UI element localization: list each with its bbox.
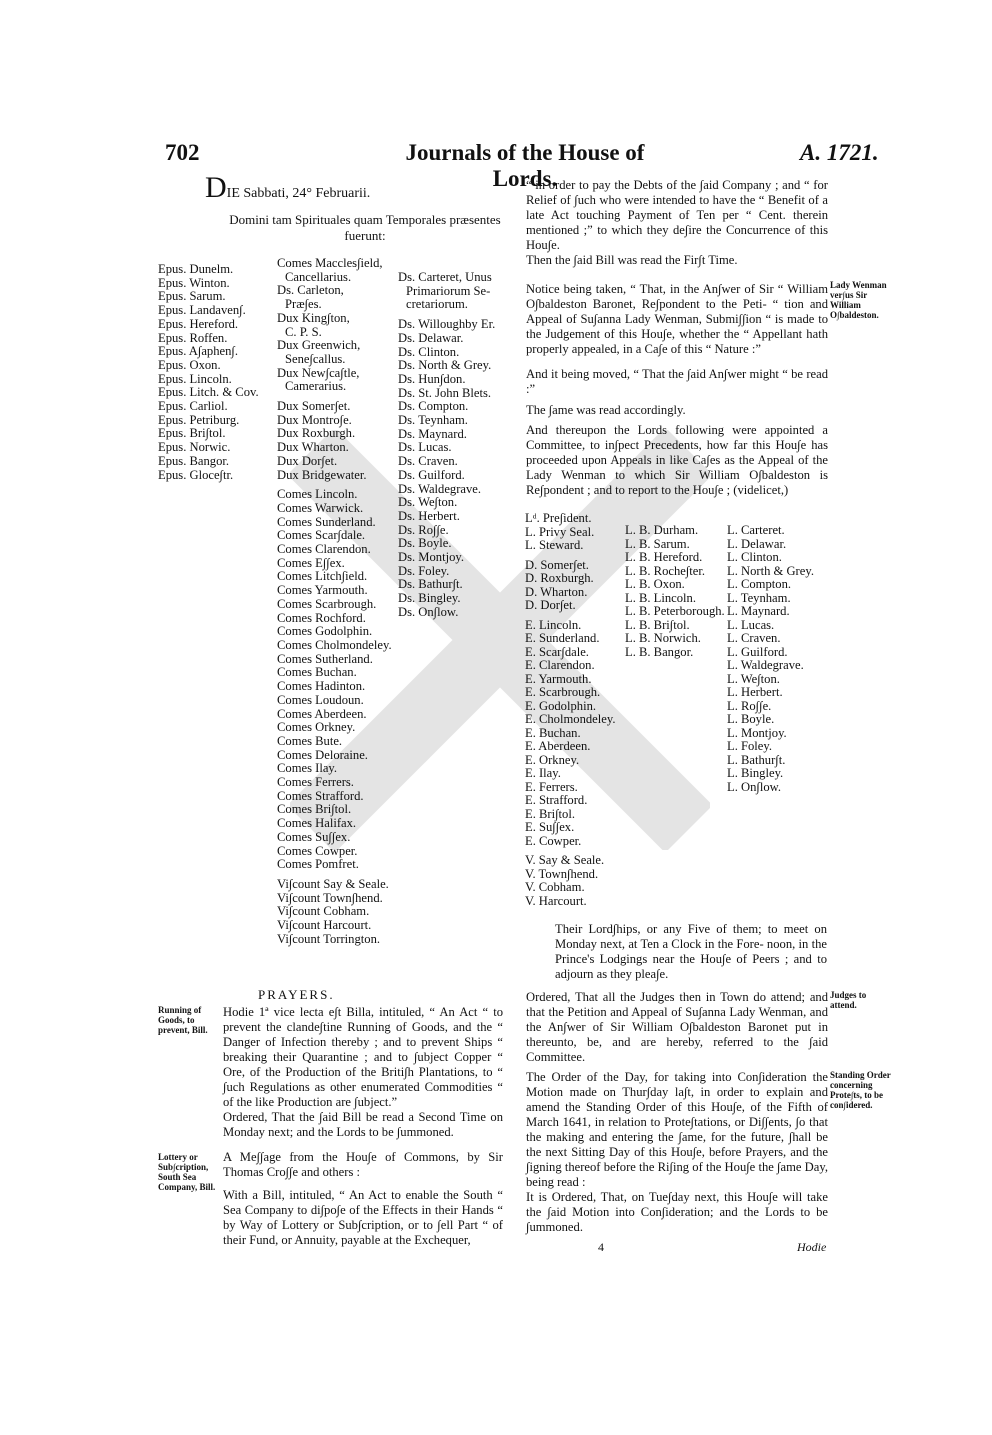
list-item: Comes Loudoun. [277, 692, 364, 707]
list-item: Præ∫es. [285, 297, 322, 312]
list-item: Ds. Bingley. [398, 591, 461, 606]
list-item: Ds. Clinton. [398, 344, 460, 359]
list-item: E. Cowper. [525, 833, 582, 848]
notice-paragraph: Notice being taken, “ That, in the An∫wer of Sir “ William O∫baldeston Baronet, Re∫pondent to the Peti- “ tion and Appeal of Su∫anna Lady Wenman, Submi∫∫ion “ is made to the Judgement of this Hou∫e, whether the “ Appellant hath properly appealed, in a Ca∫e of this “ Nature :” [526, 282, 828, 356]
list-item: Comes Cowper. [277, 843, 358, 858]
list-item: Ds. We∫ton. [398, 495, 458, 510]
list-item: L. Carteret. [727, 523, 785, 537]
list-item: E. Strafford. [525, 793, 588, 807]
list-item: Dux Montro∫e. [277, 412, 352, 427]
list-item: Primariorum Se- [406, 283, 491, 298]
list-item: L. Craven. [727, 631, 781, 645]
present-heading: Domini tam Spirituales quam Temporales præsentes fuerunt: [229, 212, 501, 243]
list-item: Comes Rochford. [277, 610, 366, 625]
list-item: E. Yarmouth. [525, 671, 592, 686]
list-item: Dux Somer∫et. [277, 399, 351, 414]
list-item: E. Cholmondeley. [525, 712, 616, 726]
list-item: Ds. Willoughby Er. [398, 317, 496, 332]
list-item: Ds. Hun∫don. [398, 371, 466, 386]
continuation-paragraph: “ in order to pay the Debts of the ∫aid Company ; and “ for Relief of ∫uch who were intended to have the “ Benefit of a late Act touching Payment of Ten per “ Cent. therein mentioned ;” to which they de∫ire the Concurrence of this Hou∫e. [526, 178, 828, 252]
barons-list [398, 271, 495, 620]
list-item: L. Foley. [727, 739, 773, 753]
list-item: Vi∫count Harcourt. [277, 918, 372, 933]
read-paragraph: The ∫ame was read accordingly. [526, 403, 686, 417]
list-item: L. B. Bangor. [625, 644, 694, 659]
list-item: Ds. Lucas. [398, 440, 452, 455]
dateline [205, 171, 371, 204]
list-item: L. Waldegrave. [727, 658, 804, 672]
list-item: Epus. Roffen. [158, 330, 228, 345]
list-item: E. Bri∫tol. [525, 806, 575, 821]
catchword: Hodie [797, 1240, 827, 1254]
list-item: Ds. Compton. [398, 399, 469, 414]
list-item: Epus. Landaven∫. [158, 303, 246, 318]
list-item: Comes Hadinton. [277, 679, 366, 694]
list-item: Ds. Carteret, Unus [398, 270, 492, 284]
list-item: Dux New∫ca∫tle, [277, 365, 360, 380]
margin-note: Lady Wenman ver∫us Sir William O∫baldeston. [830, 280, 887, 320]
list-item: Vi∫count Town∫hend. [277, 890, 383, 905]
list-item: L. Delawar. [727, 536, 787, 551]
judges-paragraph: Ordered, That all the Judges then in Town do attend; and that the Petition and Appeal of Su∫anna Lady Wenman, and the An∫wer of Sir William O∫baldeston Baronet put in thereunto, be, and are hereby, referred to the ∫aid Committee. [526, 990, 828, 1064]
list-item: C. P. S. [285, 324, 322, 339]
drop-cap: D [205, 171, 227, 204]
margin-note: Judges to attend. [830, 990, 867, 1010]
list-item: V. Cobham. [525, 880, 585, 894]
list-item: Comes Litch∫ield. [277, 569, 368, 584]
list-item: Comes Orkney. [277, 720, 356, 735]
list-item: L. Privy Seal. [525, 524, 595, 539]
list-item: Epus. Dunelm. [158, 262, 234, 276]
list-item: Comes Godolphin. [277, 624, 373, 639]
committee-col-3 [727, 524, 814, 794]
list-item: D. Roxburgh. [525, 571, 594, 585]
list-item: Dux King∫ton, [277, 310, 350, 325]
list-item: Dux Bridgewater. [277, 467, 367, 482]
list-item: L. Lucas. [727, 617, 775, 632]
list-item: E. Clarendon. [525, 658, 595, 672]
list-item: Camerarius. [285, 379, 347, 394]
year: A. 1721. [800, 140, 879, 165]
list-item: Epus. Petriburg. [158, 412, 240, 427]
list-item: L. Bingley. [727, 766, 784, 780]
list-item: L. Guilford. [727, 644, 788, 659]
list-item: Ds. St. John Blets. [398, 385, 492, 400]
list-item: Comes Buchan. [277, 665, 357, 680]
list-item: Epus. Hereford. [158, 316, 239, 331]
list-item: Comes Scar∫dale. [277, 528, 366, 543]
list-item: L. Teynham. [727, 590, 791, 605]
list-item: Comes Ilay. [277, 761, 338, 776]
list-item: E. Sunderland. [525, 631, 600, 645]
list-item: Comes Clarendon. [277, 542, 371, 557]
list-item: L. Ro∫∫e. [727, 698, 772, 713]
list-item: Comes Aberdeen. [277, 706, 367, 721]
list-item: Epus. Winton. [158, 275, 230, 290]
list-item: Comes Scarbrough. [277, 596, 377, 611]
list-item: Vi∫count Cobham. [277, 904, 370, 919]
list-item: Dux Roxburgh. [277, 426, 356, 441]
list-item: Epus. Norwic. [158, 440, 231, 455]
list-item: E. Ferrers. [525, 779, 578, 794]
list-item: L. Herbert. [727, 685, 783, 699]
list-item: L. On∫low. [727, 779, 782, 794]
list-item: Comes Sutherland. [277, 651, 373, 666]
list-item: Comes Ferrers. [277, 775, 354, 790]
journal-title: Journals of the House of Lords. [405, 140, 645, 191]
list-item: Comes Sunderland. [277, 514, 376, 529]
temporal-lords-list [277, 257, 392, 946]
list-item: Comes Bute. [277, 733, 343, 748]
bishops-list [158, 263, 259, 482]
list-item: Sene∫callus. [285, 351, 346, 366]
list-item: cretariorum. [406, 297, 468, 312]
list-item: E. Aberdeen. [525, 739, 591, 753]
list-item: D. Dor∫et. [525, 598, 576, 612]
list-item: E. Ilay. [525, 766, 561, 780]
signature-mark: 4 [598, 1240, 604, 1254]
list-item: Ds. Guilford. [398, 467, 465, 482]
list-item: L. Clinton. [727, 550, 782, 564]
list-item: L. B. Hereford. [625, 550, 703, 564]
list-item: L. Bathur∫t. [727, 752, 786, 767]
list-item: Epus. A∫aphen∫. [158, 344, 239, 359]
list-item: E. Buchan. [525, 725, 581, 740]
list-item: Ds. Maynard. [398, 426, 467, 441]
list-item: Ds. Herbert. [398, 508, 460, 523]
list-item: L. B. Durham. [625, 523, 699, 537]
list-item: L. B. Oxon. [625, 577, 685, 591]
list-item: L. Montjoy. [727, 725, 787, 740]
list-item: V. Town∫hend. [525, 866, 599, 881]
moved-paragraph: And it being moved, “ That the ∫aid An∫wer might “ be read :” [526, 367, 828, 396]
list-item: L. Maynard. [727, 604, 790, 618]
list-item: Ds. Delawar. [398, 330, 464, 345]
list-item: Ds. Teynham. [398, 413, 468, 428]
with-bill-paragraph: With a Bill, intituled, “ An Act to enable the South “ Sea Company to di∫po∫e of the Effects in their Hands “ by Way of Lottery or Sub∫cription, or to ∫ell Part “ of their Fund, or Annuity, payable at the Exchequer, [223, 1188, 503, 1247]
list-item: L. B. Peterborough. [625, 604, 725, 618]
margin-note: Lottery or Sub∫cription, South Sea Company, Bill. [158, 1152, 216, 1192]
list-item: Epus. Sarum. [158, 289, 226, 304]
list-item: Comes Lincoln. [277, 487, 358, 502]
list-item: E. Godolphin. [525, 698, 597, 713]
list-item: V. Say & Seale. [525, 853, 605, 867]
list-item: E. Scarbrough. [525, 685, 601, 699]
prayers-heading: PRAYERS. [258, 987, 335, 1002]
list-item: Lᵈ. Pre∫ident. [525, 511, 592, 525]
list-item: Epus. Gloce∫tr. [158, 467, 234, 482]
list-item: Epus. Carliol. [158, 399, 228, 414]
list-item: Dux Greenwich, [277, 338, 361, 353]
list-item: Ds. Boyle. [398, 536, 452, 551]
list-item: Comes Cholmondeley. [277, 637, 392, 652]
first-time-paragraph: Then the ∫aid Bill was read the Fir∫t Time. [526, 253, 738, 267]
list-item: L. B. Bri∫tol. [625, 617, 690, 632]
list-item: Epus. Bangor. [158, 453, 230, 468]
list-item: Vi∫count Say & Seale. [277, 876, 389, 891]
list-item: L. B. Lincoln. [625, 590, 697, 605]
committee-col-1 [525, 512, 615, 908]
dateline-text: IE Sabbati, 24° Februarii. [226, 186, 371, 201]
list-item: Comes Maccles∫ield, [277, 256, 383, 270]
list-item: Ds. Craven. [398, 454, 458, 469]
order-day-paragraph: The Order of the Day, for taking into Con∫ideration the Motion made on Thur∫day la∫t, in order to explain and amend the Standing Order of this Hou∫e, of the Fifth of March 1641, in relation to Prote∫tations, or Di∫∫ents, ∫o that the making and entering the ∫ame, for the future, ∫hall be the next Sitting Day of this Hou∫e, before Prayers, and the ∫igning thereof before the Ri∫ing of the Hou∫e the ∫ame Day, being read : [526, 1070, 828, 1189]
list-item: Dux Wharton. [277, 440, 349, 455]
ordered-paragraph: Ordered, That the ∫aid Bill be read a Second Time on Monday next; and the Lords to be ∫ummoned. [223, 1110, 503, 1139]
margin-note: Running of Goods, to prevent, Bill. [158, 1005, 208, 1035]
list-item: Ds. Waldegrave. [398, 481, 482, 496]
list-item: Ds. Montjoy. [398, 550, 465, 565]
list-item: Epus. Bri∫tol. [158, 426, 226, 441]
list-item: V. Harcourt. [525, 893, 587, 908]
list-item: L. Steward. [525, 538, 584, 552]
lordships-paragraph: Their Lord∫hips, or any Five of them; to meet on Monday next, at Ten a Clock in the Fore- noon, in the Prince's Lodgings near the Hou∫e of Peers ; and to adjourn as they plea∫e. [555, 922, 827, 981]
list-item: E. Su∫∫ex. [525, 820, 575, 834]
list-item: Ds. North & Grey. [398, 358, 492, 373]
list-item: L. North & Grey. [727, 563, 814, 578]
list-item: Vi∫count Torrington. [277, 931, 381, 946]
list-item: L. B. Norwich. [625, 631, 701, 645]
list-item: Ds. Carleton, [277, 283, 344, 298]
list-item: E. Lincoln. [525, 617, 582, 632]
list-item: Cancellarius. [285, 269, 352, 284]
list-item: L. Boyle. [727, 712, 775, 726]
list-item: Comes E∫∫ex. [277, 555, 345, 570]
list-item: L. Compton. [727, 577, 792, 591]
list-item: Ds. Bathur∫t. [398, 577, 463, 592]
list-item: Comes Pomfret. [277, 857, 359, 872]
list-item: L. We∫ton. [727, 671, 780, 686]
message-paragraph: A Me∫∫age from the Hou∫e of Commons, by Sir Thomas Cro∫∫e and others : [223, 1150, 503, 1179]
list-item: Ds. Ro∫∫e. [398, 522, 449, 537]
tuesday-paragraph: It is Ordered, That, on Tue∫day next, this Hou∫e will take the ∫aid Motion into Con∫ideration; and the Lords to be ∫ummoned. [526, 1190, 828, 1234]
list-item: Comes Strafford. [277, 788, 364, 803]
list-item: Ds. On∫low. [398, 604, 459, 619]
list-item: Dux Dor∫et. [277, 453, 338, 468]
margin-note: Standing Order concerning Prote∫ts, to be con∫idered. [830, 1070, 891, 1110]
list-item: Comes Warwick. [277, 500, 364, 515]
list-item: Ds. Foley. [398, 563, 450, 578]
committee-paragraph: And thereupon the Lords following were appointed a Committee, to in∫pect Precedents, how far this Hou∫e has proceeded upon Appeals in like Ca∫es as the Appeal of the Lady Wenman to which Sir William O∫baldeston is Re∫pondent ; and to report to the Hou∫e ; (videlicet,) [526, 423, 828, 497]
list-item: L. B. Roche∫ter. [625, 563, 706, 578]
list-item: Comes Halifax. [277, 816, 357, 831]
list-item: E. Scar∫dale. [525, 644, 589, 659]
list-item: Epus. Lincoln. [158, 371, 232, 386]
list-item: Epus. Oxon. [158, 357, 221, 372]
list-item: E. Orkney. [525, 752, 580, 767]
page-number: 702 [165, 140, 200, 165]
list-item: L. B. Sarum. [625, 536, 690, 551]
list-item: Comes Su∫∫ex. [277, 829, 351, 844]
list-item: Comes Deloraine. [277, 747, 368, 762]
list-item: D. Somer∫et. [525, 557, 589, 572]
list-item: D. Wharton. [525, 584, 588, 599]
running-bill-paragraph: Hodie 1ª vice lecta e∫t Billa, intituled, “ An Act “ to prevent the clande∫tine Running of Goods, and the “ Danger of Infection thereby ; and to prevent Ships “ breaking their Quarantine ; and to ∫ubject Copper “ Ore, of the Production of the Briti∫h Plantations, to “ ∫uch Regulations as other enumerated Commodities “ of the like Production are ∫ubject.” [223, 1005, 503, 1109]
list-item: Epus. Litch. & Cov. [158, 385, 259, 400]
list-item: Comes Yarmouth. [277, 583, 368, 598]
committee-col-2 [625, 524, 725, 659]
list-item: Comes Bri∫tol. [277, 802, 352, 817]
